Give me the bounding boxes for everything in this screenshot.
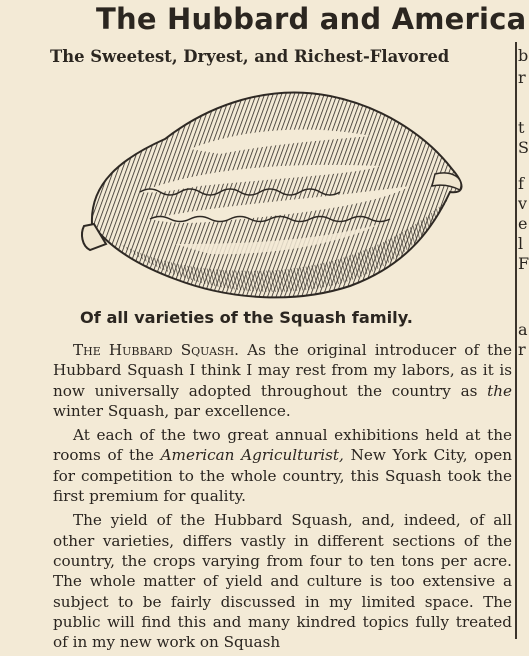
- fragment-letter: r: [518, 340, 526, 359]
- paragraph-exhibitions: At each of the two great annual exhibitions held at the rooms of the American Agriculturist, New York City, open for competition to the whole country, this Squash took the first premium for quality.: [53, 426, 512, 506]
- fragment-letter: F: [518, 254, 529, 273]
- fragment-letter: S: [518, 138, 529, 157]
- squash-illustration: [80, 74, 470, 306]
- article-title: The Hubbard and America: [96, 2, 527, 36]
- illustration-caption: Of all varieties of the Squash family.: [80, 308, 413, 327]
- paragraph-yield: The yield of the Hubbard Squash, and, indeed, of all other varieties, differs vastly in different sections of the country, the crops varying from four to ten tons per acre. The whole matter of yield and culture is too extensive a subject to be fairly discussed in my limited space. The public will find this and many kindred topics fully treated of in my new work on Squash: [53, 511, 512, 652]
- lead-in: The Hubbard Squash.: [73, 341, 239, 359]
- paragraph-intro: The Hubbard Squash. As the original introducer of the Hubbard Squash I think I may rest from my labors, as it is now universally adopted throughout the country as the winter Squash, par excellence.: [53, 341, 512, 420]
- fragment-letter: b: [518, 46, 529, 65]
- column-rule: [515, 42, 517, 639]
- fragment-letter: e: [518, 214, 528, 233]
- fragment-letter: r: [518, 68, 526, 87]
- fragment-letter: t: [518, 118, 525, 137]
- article-subtitle: The Sweetest, Dryest, and Richest-Flavored: [50, 47, 450, 66]
- fragment-letter: v: [518, 194, 528, 213]
- fragment-letter: a: [518, 320, 528, 339]
- fragment-letter: f: [518, 174, 524, 193]
- right-column-fragment: [518, 0, 529, 639]
- fragment-letter: l: [518, 234, 524, 253]
- article-body: [53, 340, 512, 656]
